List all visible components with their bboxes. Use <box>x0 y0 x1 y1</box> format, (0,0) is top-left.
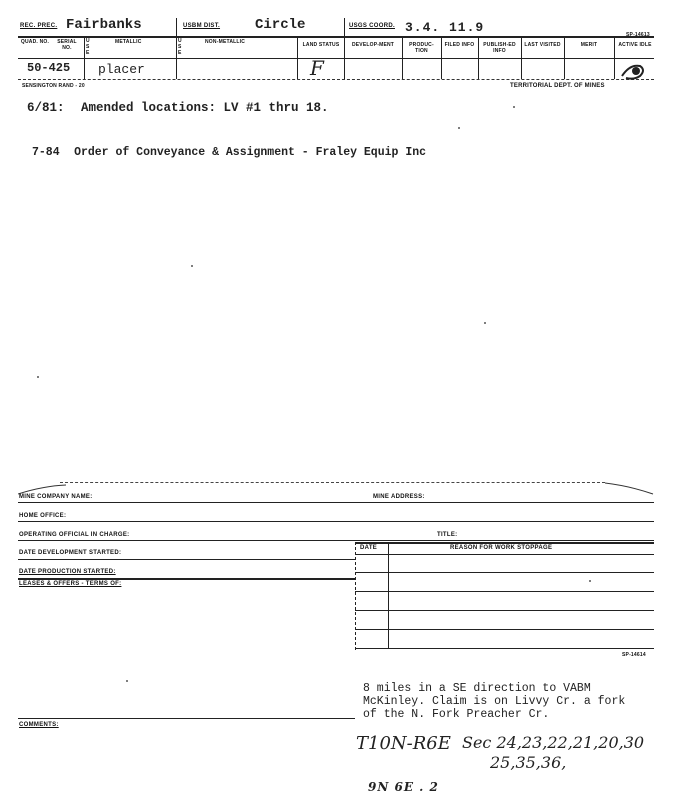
reason-col-label: REASON FOR WORK STOPPAGE <box>450 545 553 551</box>
location-note <box>363 682 625 721</box>
header-rule-mid <box>18 58 654 59</box>
scan-speck <box>191 265 193 267</box>
col-div-serial <box>84 36 85 79</box>
scan-speck <box>37 376 39 378</box>
operating-official-label: OPERATING OFFICIAL IN CHARGE: <box>19 532 130 538</box>
territorial-label: TERRITORIAL DEPT. OF MINES <box>510 83 605 89</box>
stoppage-row-rule <box>355 572 654 573</box>
quad-serial-value: 50-425 <box>27 61 71 75</box>
active-idle-label: ACTIVE IDLE <box>618 42 652 48</box>
scan-speck <box>126 680 128 682</box>
quad-no-label: QUAD. NO. <box>20 39 50 45</box>
stoppage-row-rule <box>355 610 654 611</box>
entry-text: Order of Conveyance & Assignment - Fraley Equip Inc <box>74 146 427 159</box>
printer-line: SENSINGTON RAND - 20 <box>22 83 85 89</box>
usbm-dist-label: USBM DIST. <box>183 23 221 29</box>
rec-prec-label: REC. PREC. <box>20 23 58 29</box>
nonmetallic-label: NON-METALLIC <box>205 39 246 45</box>
usgs-coord-label: USGS COORD. <box>349 23 395 29</box>
usbm-dist-value: Circle <box>255 17 306 33</box>
mine-company-name-label: MINE COMPANY NAME: <box>19 494 93 500</box>
rule-production <box>18 578 355 580</box>
form-number-top: SP-14613 <box>626 32 650 38</box>
header-rule-top <box>18 36 654 38</box>
merit-label: MERIT <box>580 42 598 48</box>
production-label: PRODUC-TION <box>409 42 434 54</box>
use-label-nonmetallic: U S E <box>178 38 182 56</box>
handwritten-sections-line-1: Sec 24,23,22,21,20,30 <box>462 733 645 752</box>
rule-company <box>18 502 654 503</box>
rule-comments <box>18 718 355 719</box>
land-status-label: LAND STATUS <box>302 42 340 48</box>
scan-speck <box>589 580 591 582</box>
published-info-label: PUBLISH-ED INFO <box>483 42 516 54</box>
stoppage-date-divider <box>388 542 389 648</box>
scan-speck <box>484 322 486 324</box>
rule-stoppage-header <box>355 554 654 555</box>
date-development-label: DATE DEVELOPMENT STARTED: <box>19 550 122 556</box>
leases-label: LEASES & OFFERS - TERMS OF: <box>19 581 122 587</box>
col-div-usbm <box>176 18 177 79</box>
handwritten-bottom-line: 9N 6E . 2 <box>368 780 439 794</box>
rec-prec-value: Fairbanks <box>66 17 142 33</box>
last-visited-label: LAST VISITED <box>524 42 561 48</box>
use-label-metallic: U S E <box>86 38 90 56</box>
entry-row-1 <box>27 98 329 116</box>
land-status-value: F <box>310 56 324 80</box>
fold-rule <box>60 482 605 483</box>
title-label: TITLE: <box>437 532 458 538</box>
handwritten-township: T10N-R6E <box>356 733 451 754</box>
stoppage-left-border <box>355 542 356 650</box>
rule-stoppage-top <box>355 542 654 544</box>
entry-date: 6/81: <box>27 101 65 115</box>
col-div-develop <box>344 18 345 79</box>
mine-address-label: MINE ADDRESS: <box>373 494 425 500</box>
rule-official <box>18 540 654 541</box>
stoppage-row-rule <box>355 648 654 649</box>
entry-text: Amended locations: LV #1 thru 18. <box>80 101 329 115</box>
location-line-2: McKinley. Claim is on Livvy Cr. a fork <box>363 695 626 708</box>
development-label: DEVELOP-MENT <box>351 42 395 48</box>
date-production-label: DATE PRODUCTION STARTED: <box>19 569 116 575</box>
col-div-land <box>297 36 298 79</box>
entry-date: 7-84 <box>32 146 60 159</box>
rule-home-office <box>18 521 654 522</box>
scan-speck <box>513 106 515 108</box>
stoppage-row-rule <box>355 591 654 592</box>
location-line-3: of the N. Fork Preacher Cr. <box>363 708 550 721</box>
location-line-1: 8 miles in a SE direction to VABM <box>363 682 591 695</box>
active-idle-scribble-icon <box>618 60 648 82</box>
header-rule-bottom <box>18 79 654 80</box>
entry-row-2 <box>32 142 426 160</box>
date-col-label: DATE <box>360 545 378 551</box>
serial-no-label: SERIAL NO. <box>57 39 77 51</box>
stoppage-row-rule <box>355 629 654 630</box>
filed-info-label: FILED INFO <box>444 42 475 48</box>
form-number-bottom: SP-14614 <box>622 652 646 658</box>
comments-label: COMMENTS: <box>19 722 59 728</box>
fold-curve <box>605 482 655 496</box>
metallic-label: METALLIC <box>115 39 142 45</box>
metallic-value: placer <box>98 62 145 77</box>
handwritten-sections-line-2: 25,35,36, <box>490 753 567 772</box>
usgs-coord-value: 3.4. 11.9 <box>405 20 485 35</box>
rule-development <box>18 559 355 560</box>
scan-speck <box>458 127 460 129</box>
home-office-label: HOME OFFICE: <box>19 513 67 519</box>
